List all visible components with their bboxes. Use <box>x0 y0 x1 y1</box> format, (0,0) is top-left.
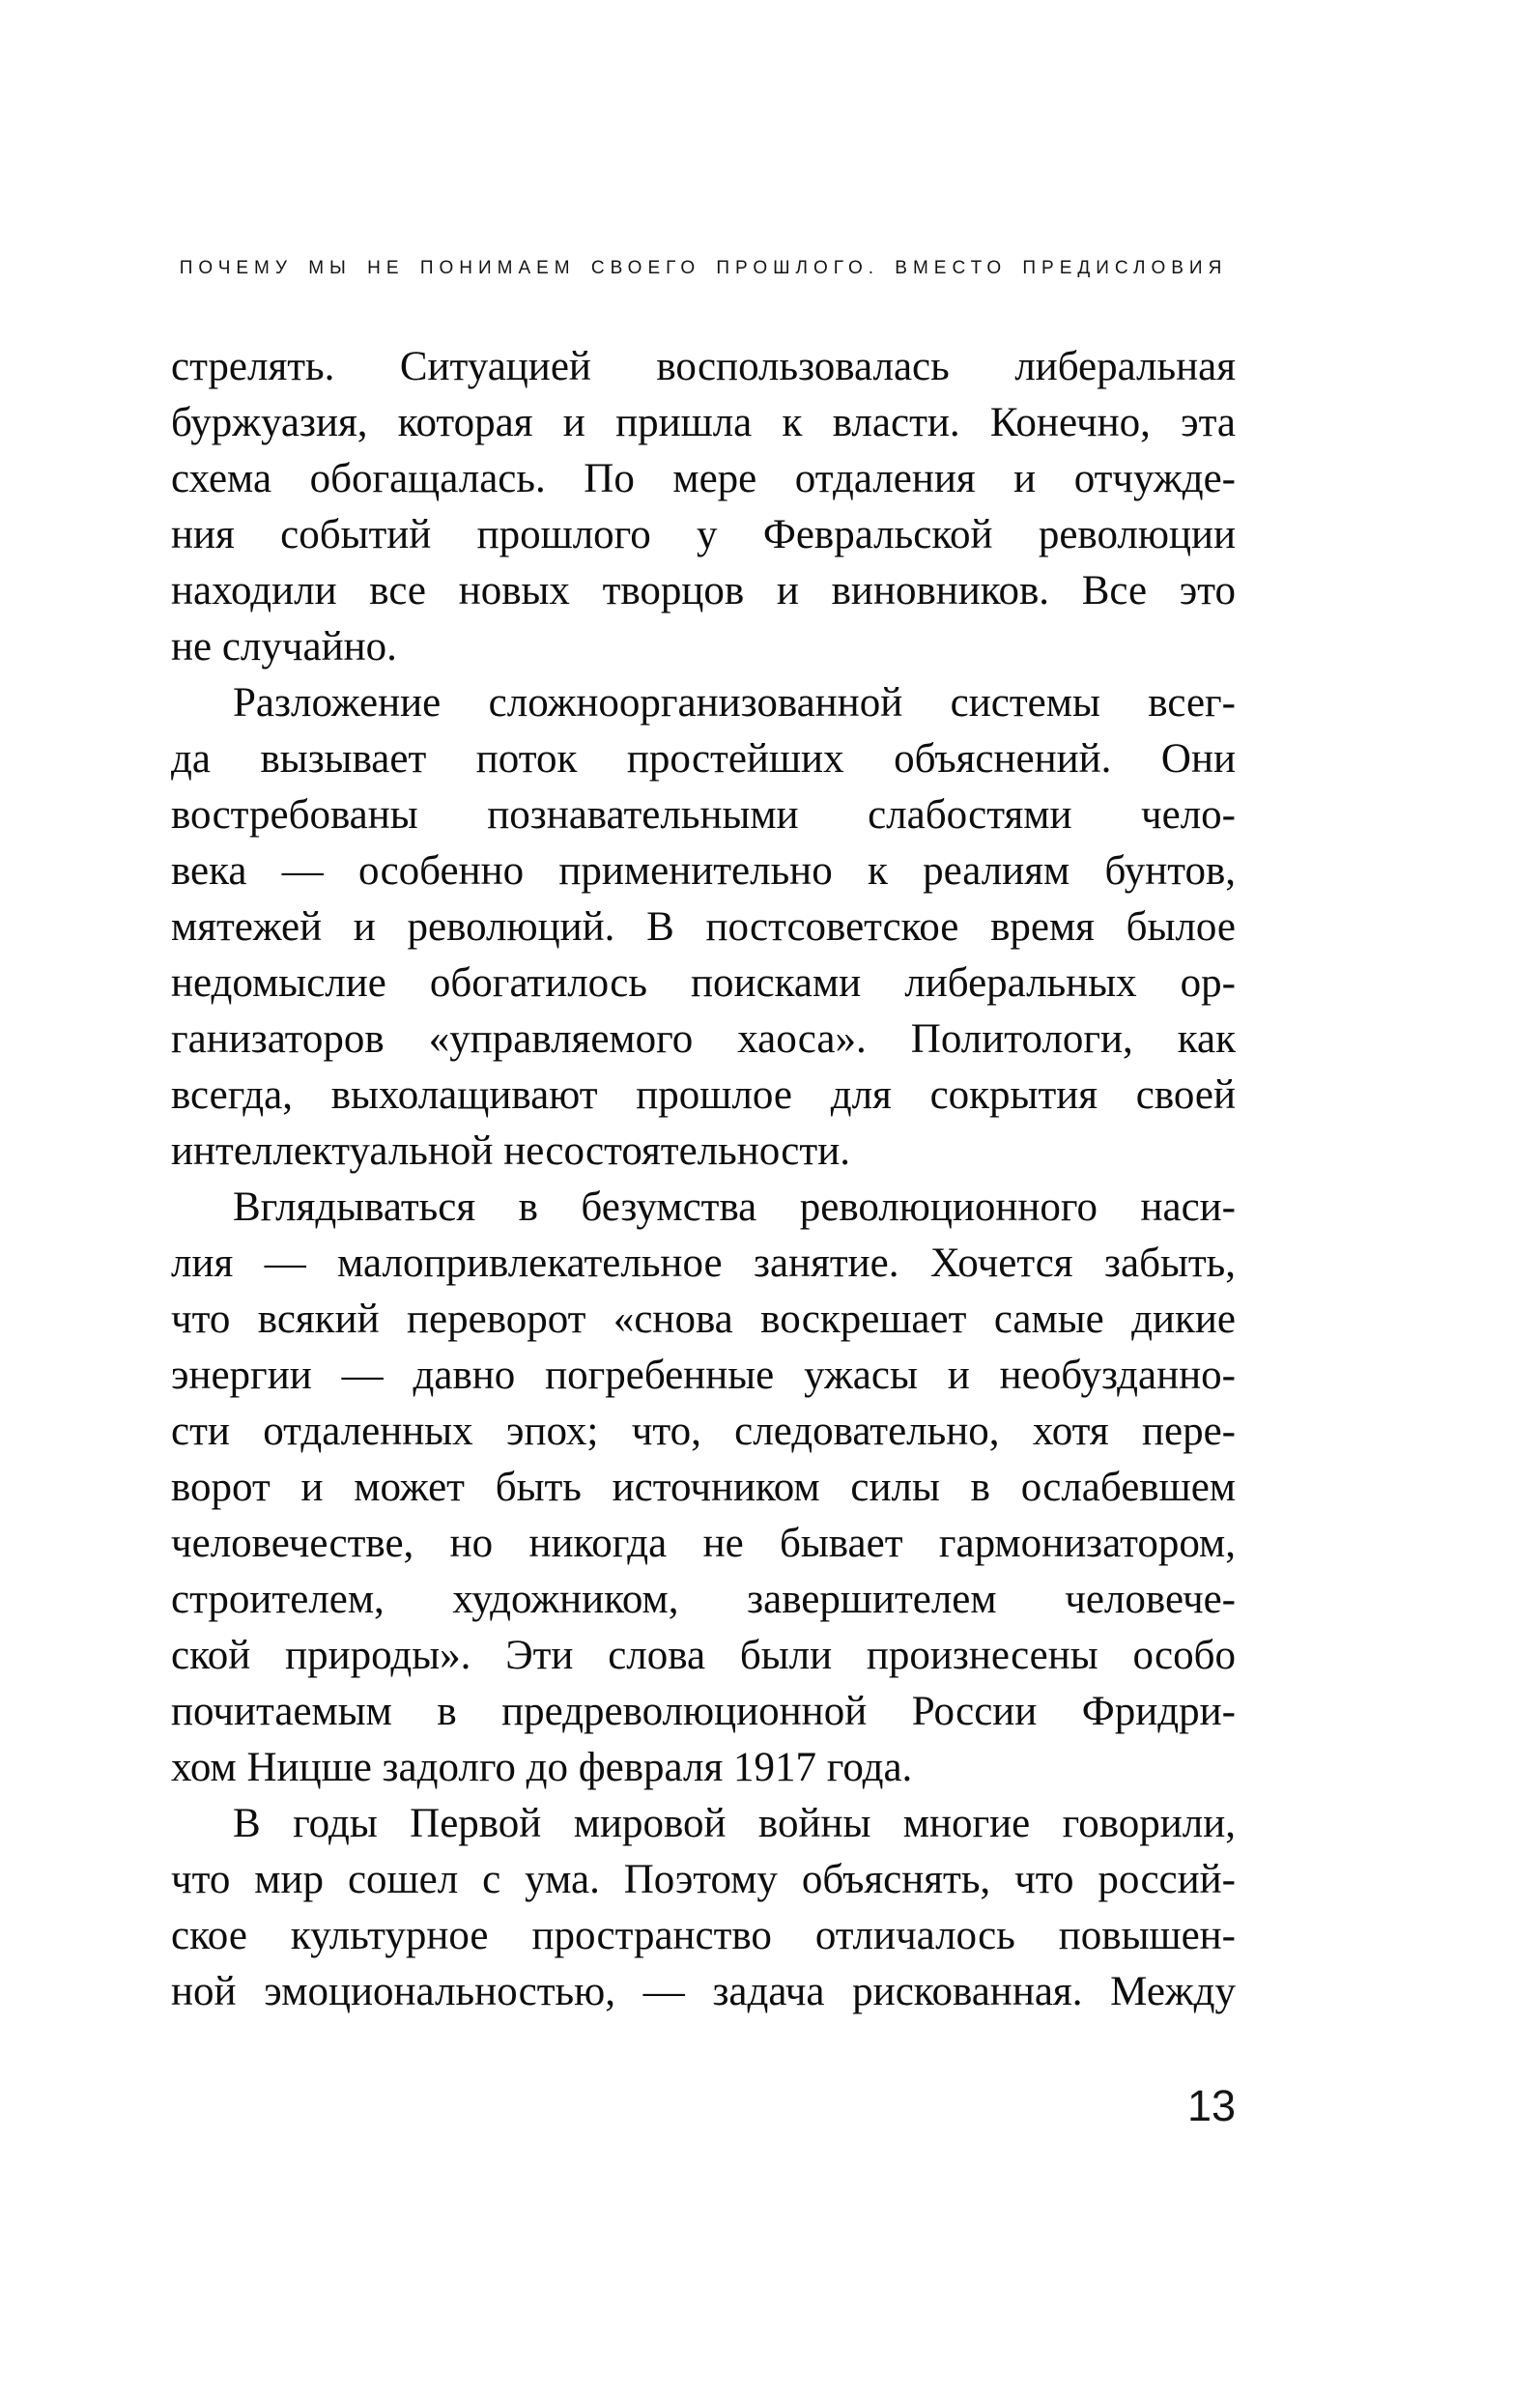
text-line: Разложение сложноорганизованной системы всег- <box>233 680 1236 726</box>
text-line: что всякий переворот «снова воскрешает самые дикие <box>171 1297 1236 1342</box>
text-line: хом Ницше задолго до февраля 1917 года. <box>171 1745 913 1790</box>
text-line: века — особенно применительно к реалиям бунтов, <box>171 848 1236 894</box>
text-line: мятежей и революций. В постсоветское время былое <box>171 904 1236 950</box>
text-line: не случайно. <box>171 624 397 670</box>
text-line: сти отдаленных эпох; что, следовательно, хотя пере- <box>171 1409 1236 1454</box>
page-number: 13 <box>1186 2081 1236 2130</box>
text-line: ния событий прошлого у Февральской революции <box>171 512 1236 557</box>
text-line: находили все новых творцов и виновников. Все это <box>171 568 1236 613</box>
text-line: энергии — давно погребенные ужасы и необузданно- <box>171 1353 1236 1398</box>
text-line: ганизаторов «управляемого хаоса». Политологи, как <box>171 1016 1236 1062</box>
text-line: ское культурное пространство отличалось повышен- <box>171 1913 1236 1958</box>
text-line: да вызывает поток простейших объяснений. Они <box>171 736 1236 782</box>
text-line: ной эмоциональностью, — задача рискованная. Между <box>171 1969 1236 2014</box>
text-line: В годы Первой мировой войны многие говорили, <box>233 1801 1236 1846</box>
text-line: почитаемым в предреволюционной России Фридри- <box>171 1689 1236 1734</box>
running-header: ПОЧЕМУ МЫ НЕ ПОНИМАЕМ СВОЕГО ПРОШЛОГО. ВМЕСТО ПРЕДИСЛОВИЯ <box>179 258 1228 278</box>
text-line: ворот и может быть источником силы в ослабевшем <box>171 1465 1236 1510</box>
text-line: схема обогащалась. По мере отдаления и отчужде- <box>171 456 1236 501</box>
text-line: лия — малопривлекательное занятие. Хочется забыть, <box>171 1241 1236 1286</box>
text-line: всегда, выхолащивают прошлое для сокрытия своей <box>171 1072 1236 1118</box>
text-line: ской природы». Эти слова были произнесены особо <box>171 1633 1236 1678</box>
text-line: строителем, художником, завершителем человече- <box>171 1577 1236 1622</box>
text-line: недомыслие обогатилось поисками либеральных ор- <box>171 960 1236 1006</box>
text-line: стрелять. Ситуацией воспользовалась либеральная <box>171 344 1236 389</box>
text-line: что мир сошел с ума. Поэтому объяснять, что россий- <box>171 1857 1236 1902</box>
text-line: интеллектуальной несостоятельности. <box>171 1128 850 1174</box>
text-line: Вглядываться в безумства революционного наси- <box>233 1184 1236 1230</box>
text-block <box>171 339 1236 2020</box>
text-line: буржуазия, которая и пришла к власти. Конечно, эта <box>171 400 1236 445</box>
text-line: востребованы познавательными слабостями чело- <box>171 792 1236 838</box>
text-line: человечестве, но никогда не бывает гармонизатором, <box>171 1521 1236 1566</box>
